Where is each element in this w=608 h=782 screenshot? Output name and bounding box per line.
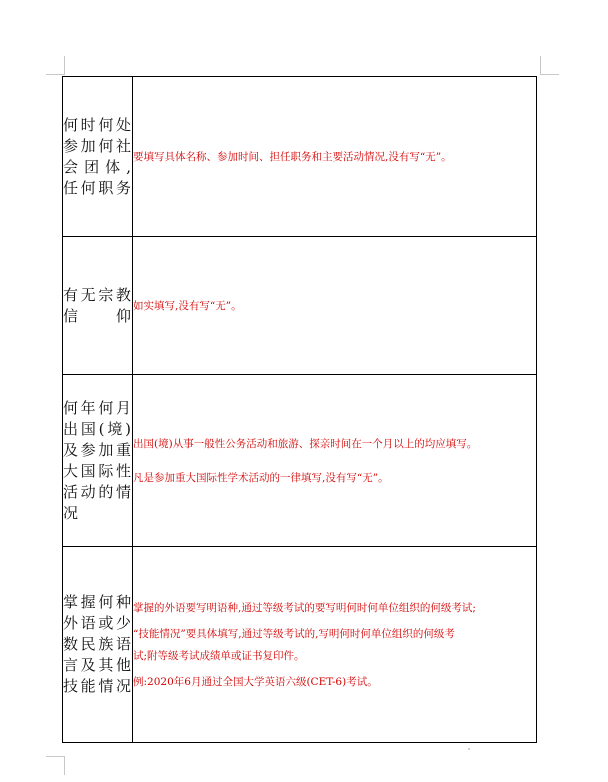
row-label: 何时何处参加何社会团体,任何职务 bbox=[63, 115, 132, 197]
table-row bbox=[63, 375, 537, 547]
row-content-cell[interactable] bbox=[133, 547, 537, 743]
crop-mark-top-right bbox=[540, 56, 559, 75]
table-row bbox=[63, 77, 537, 237]
instruction-text: 试;附等级考试成绩单或证书复印件。 bbox=[133, 649, 305, 662]
instruction-text: 掌握的外语要写明语种,通过等级考试的要写明何时何单位组织的何级考试; bbox=[133, 601, 476, 614]
instruction-text: 要填写具体名称、参加时间、担任职务和主要活动情况,没有写“无”。 bbox=[133, 150, 452, 163]
page-dot bbox=[468, 748, 470, 750]
row-label-cell bbox=[63, 375, 133, 547]
form-table bbox=[62, 76, 537, 743]
crop-mark-bottom-left bbox=[46, 756, 65, 775]
row-content-cell[interactable] bbox=[133, 77, 537, 237]
row-label-cell bbox=[63, 237, 133, 375]
row-label-cell bbox=[63, 77, 133, 237]
table-row bbox=[63, 547, 537, 743]
instruction-text: “技能情况”要具体填写,通过等级考试的,写明何时何单位组织的何级考 bbox=[133, 627, 455, 640]
row-content-cell[interactable] bbox=[133, 237, 537, 375]
row-label: 何年何月出国(境)及参加重大国际性活动的情况 bbox=[63, 398, 132, 522]
table-row bbox=[63, 237, 537, 375]
instruction-text: 例:2020年6月通过全国大学英语六级(CET-6)考试。 bbox=[133, 675, 378, 688]
instruction-text: 凡是参加重大国际性学术活动的一律填写,没有写“无”。 bbox=[133, 471, 389, 484]
crop-mark-top-left bbox=[46, 56, 65, 75]
row-label: 有无宗教信仰 bbox=[63, 285, 132, 325]
row-label: 掌握何种外语或少数民族语言及其他技能情况 bbox=[63, 593, 132, 695]
row-content-cell[interactable] bbox=[133, 375, 537, 547]
instruction-text: 如实填写,没有写“无”。 bbox=[133, 299, 242, 312]
row-label-cell bbox=[63, 547, 133, 743]
instruction-text: 出国(境)从事一般性公务活动和旅游、探亲时间在一个月以上的均应填写。 bbox=[133, 437, 478, 450]
